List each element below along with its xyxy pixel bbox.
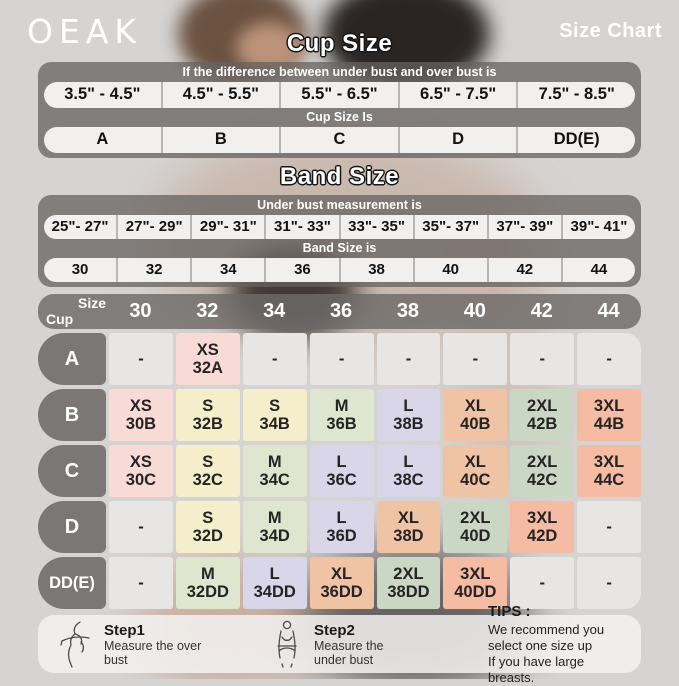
matrix-cell-code: 44C [593,471,625,489]
matrix-cell-size: L [336,508,347,527]
matrix-cell [510,389,574,441]
matrix-corner-cell [38,294,106,329]
step1-text [104,622,204,667]
matrix-cell [176,389,240,441]
matrix-cell-code: 42D [527,527,558,545]
matrix-cell [176,445,240,497]
matrix-cell [510,445,574,497]
band-size-cell: 36 [266,258,340,282]
matrix-cell-code: 32C [192,471,223,489]
step2-title: Step2 [314,621,355,639]
matrix-cell [510,557,574,609]
matrix-cell-size: XL [464,452,486,471]
matrix-row-label: DD(E) [38,557,106,609]
step2-desc: Measure the under bust [314,638,384,667]
band-range-row [44,215,635,239]
matrix-row [38,333,641,385]
matrix-cell-code: 38D [393,527,424,545]
matrix-cell-code: 34DD [253,583,296,601]
step1-title: Step1 [104,621,145,639]
cup-range-row [44,82,635,108]
matrix-cell-code: 36C [326,471,357,489]
matrix-cell-dash: - [271,349,278,368]
matrix-cell-code: 40B [460,415,491,433]
cup-result-label: Cup Size Is [306,110,373,124]
measure-over-bust-icon [58,620,94,668]
matrix-cell-code: 38B [393,415,424,433]
matrix-cell-size: XS [129,396,152,415]
cup-letter-cell: A [44,127,163,153]
matrix-cell [176,333,240,385]
matrix-header-row [38,294,641,329]
tips-line-1: We recommend you select one size up [488,621,605,653]
matrix-cell [243,389,307,441]
matrix-column-header: 40 [463,300,486,322]
matrix-cell-dash: - [472,349,479,368]
tips-line-2: If you have large breasts. [488,653,585,685]
matrix-cell-dash: - [405,349,412,368]
tips-block [482,603,629,686]
matrix-cell [377,389,441,441]
matrix-cell-size: L [269,564,280,583]
matrix-cell-code: 30C [125,471,157,489]
matrix-cell-size: 3XL [593,396,625,415]
matrix-cell [176,557,240,609]
matrix-cell-size: S [202,396,214,415]
matrix-cell-code: 32D [192,527,223,545]
matrix-cell-size: M [334,396,349,415]
corner-cup-label: Cup [46,311,74,327]
matrix-cell-code: 38C [393,471,424,489]
matrix-row [38,445,641,497]
matrix-cell-code: 32DD [186,583,229,601]
matrix-cell-size: M [267,452,282,471]
matrix-column-header: 38 [396,300,420,322]
matrix-cell [377,501,441,553]
cup-letter-row [44,127,635,153]
cup-range-cell: 4.5" - 5.5" [163,82,282,108]
matrix-cell-code: 32A [192,359,223,377]
matrix-cell [577,501,641,553]
band-size-cell: 42 [489,258,563,282]
cup-letter-cell: B [163,127,282,153]
band-size-title: Band Size [279,163,400,190]
matrix-cell [109,445,173,497]
cup-letter-cell: D [400,127,519,153]
matrix-cell [109,333,173,385]
matrix-cell-dash: - [606,573,612,592]
cup-range-cell: 5.5" - 6.5" [281,82,400,108]
matrix-cell [510,501,574,553]
matrix-cell-code: 36D [326,527,357,545]
matrix-body [38,329,641,609]
matrix-cell-dash: - [138,573,144,592]
cup-size-title: Cup Size [286,30,393,57]
matrix-cell [109,501,173,553]
matrix-column-header: 30 [129,300,152,322]
matrix-cell-code: 30B [125,415,157,433]
matrix-cell-size: 3XL [593,452,625,471]
page-title: Size Chart [559,20,662,42]
matrix-cell [377,445,441,497]
step2-block [270,620,482,668]
band-result-label: Band Size is [302,241,377,255]
matrix-cell-size: S [269,396,281,415]
matrix-cell-code: 32B [192,415,223,433]
band-size-cell: 44 [590,261,608,278]
matrix-cell-dash: - [539,573,545,592]
matrix-cell-code: 42C [527,471,558,489]
matrix-cell [377,557,441,609]
matrix-cell-code: 34B [259,415,290,433]
matrix-cell-size: 3XL [460,564,491,583]
matrix-cell-dash: - [138,349,144,368]
band-range-cell: 37"- 39" [489,215,563,239]
cup-condition-label: If the difference between under bust and over bust is [182,65,497,79]
brand-logo: OEAK [27,12,143,51]
matrix-cell [310,557,374,609]
band-range-cell: 25"- 27" [44,215,118,239]
matrix-cell-size: M [267,508,282,527]
footer-panel [38,602,641,685]
matrix-cell [443,557,507,609]
matrix-cell-code: 40DD [454,583,497,601]
step2-text [314,622,414,667]
matrix-column-header: 34 [263,300,286,322]
matrix-cell [577,557,641,609]
band-range-cell: 33"- 35" [341,215,415,239]
matrix-cell-size: XL [331,564,353,583]
matrix-cell [243,501,307,553]
matrix-cell-code: 34C [259,471,290,489]
band-size-cell: 38 [341,258,415,282]
step1-desc: Measure the over bust [104,638,202,667]
matrix-cell [443,445,507,497]
chart-column [38,30,641,685]
tips-title: TIPS : [488,602,531,620]
matrix-cell-size: 2XL [393,564,424,583]
matrix-row-label: D [38,501,106,553]
matrix-cell [310,501,374,553]
matrix-cell [377,333,441,385]
band-size-card [38,195,641,287]
matrix-cell [243,333,307,385]
matrix-cell-size: L [336,452,347,471]
matrix-cell-size: XS [196,340,219,359]
matrix-cell [310,445,374,497]
matrix-cell [310,389,374,441]
step1-block [58,620,270,668]
matrix-row-label: C [38,445,106,497]
matrix-cell-dash: - [539,349,545,368]
cup-range-cell: 6.5" - 7.5" [400,82,519,108]
matrix-cell-size: XL [397,508,419,527]
band-range-cell: 39"- 41" [570,218,628,235]
matrix-cell-dash: - [138,517,144,536]
matrix-cell-size: S [202,452,214,471]
matrix-cell-code: 36B [326,415,357,433]
cup-range-cell: 7.5" - 8.5" [538,85,615,103]
matrix-cell-dash: - [338,349,345,368]
cup-range-cell: 3.5" - 4.5" [44,82,163,108]
measure-under-bust-icon [270,620,304,668]
matrix-cell [176,501,240,553]
matrix-cell-code: 34D [259,527,290,545]
matrix-cell-size: L [403,396,414,415]
matrix-cell-size: XL [464,396,486,415]
cup-size-card [38,62,641,158]
matrix-cell [243,445,307,497]
band-size-cell: 32 [118,258,192,282]
band-range-cell: 29"- 31" [192,215,266,239]
corner-size-label: Size [77,295,106,311]
matrix-cell [577,389,641,441]
band-condition-label: Under bust measurement is [257,198,422,212]
matrix-cell-size: 2XL [460,508,491,527]
matrix-column-header: 44 [597,300,620,322]
matrix-cell-code: 42B [527,415,558,433]
band-size-row [44,258,635,282]
matrix-cell-size: 2XL [527,452,558,471]
matrix-cell-size: M [200,564,215,583]
matrix-cell [510,333,574,385]
matrix-cell-code: 40D [460,527,491,545]
matrix-cell-code: 44B [593,415,625,433]
band-range-cell: 31"- 33" [266,215,340,239]
matrix-cell-size: 2XL [527,396,558,415]
matrix-row [38,557,641,609]
matrix-row [38,389,641,441]
matrix-cell [443,501,507,553]
matrix-column-header: 36 [329,300,353,322]
matrix-row-label: A [38,333,106,385]
matrix-cell [443,389,507,441]
band-size-cell: 40 [415,258,489,282]
matrix-cell [443,333,507,385]
matrix-cell-size: 3XL [527,508,558,527]
matrix-cell-code: 38DD [387,583,430,601]
matrix-cell-size: XS [129,452,152,471]
matrix-cell [243,557,307,609]
matrix-row-label: B [38,389,106,441]
matrix-cell-code: 36DD [320,583,363,601]
matrix-cell [109,389,173,441]
matrix-cell-code: 40C [460,471,491,489]
band-range-cell: 35"- 37" [415,215,489,239]
band-range-cell: 27"- 29" [118,215,192,239]
matrix-row [38,501,641,553]
matrix-cell [577,333,641,385]
band-size-cell: 30 [44,258,118,282]
cup-letter-cell: C [281,127,400,153]
cup-letter-cell: DD(E) [553,130,600,148]
matrix-column-header: 32 [196,300,219,322]
matrix-cell-size: S [202,508,214,527]
matrix-cell-size: L [403,452,414,471]
matrix-column-header: 42 [530,300,553,322]
matrix-cell-dash: - [606,349,612,368]
matrix-cell [109,557,173,609]
matrix-cell [577,445,641,497]
matrix-cell-dash: - [606,517,612,536]
matrix-cell [310,333,374,385]
band-size-cell: 34 [192,258,266,282]
